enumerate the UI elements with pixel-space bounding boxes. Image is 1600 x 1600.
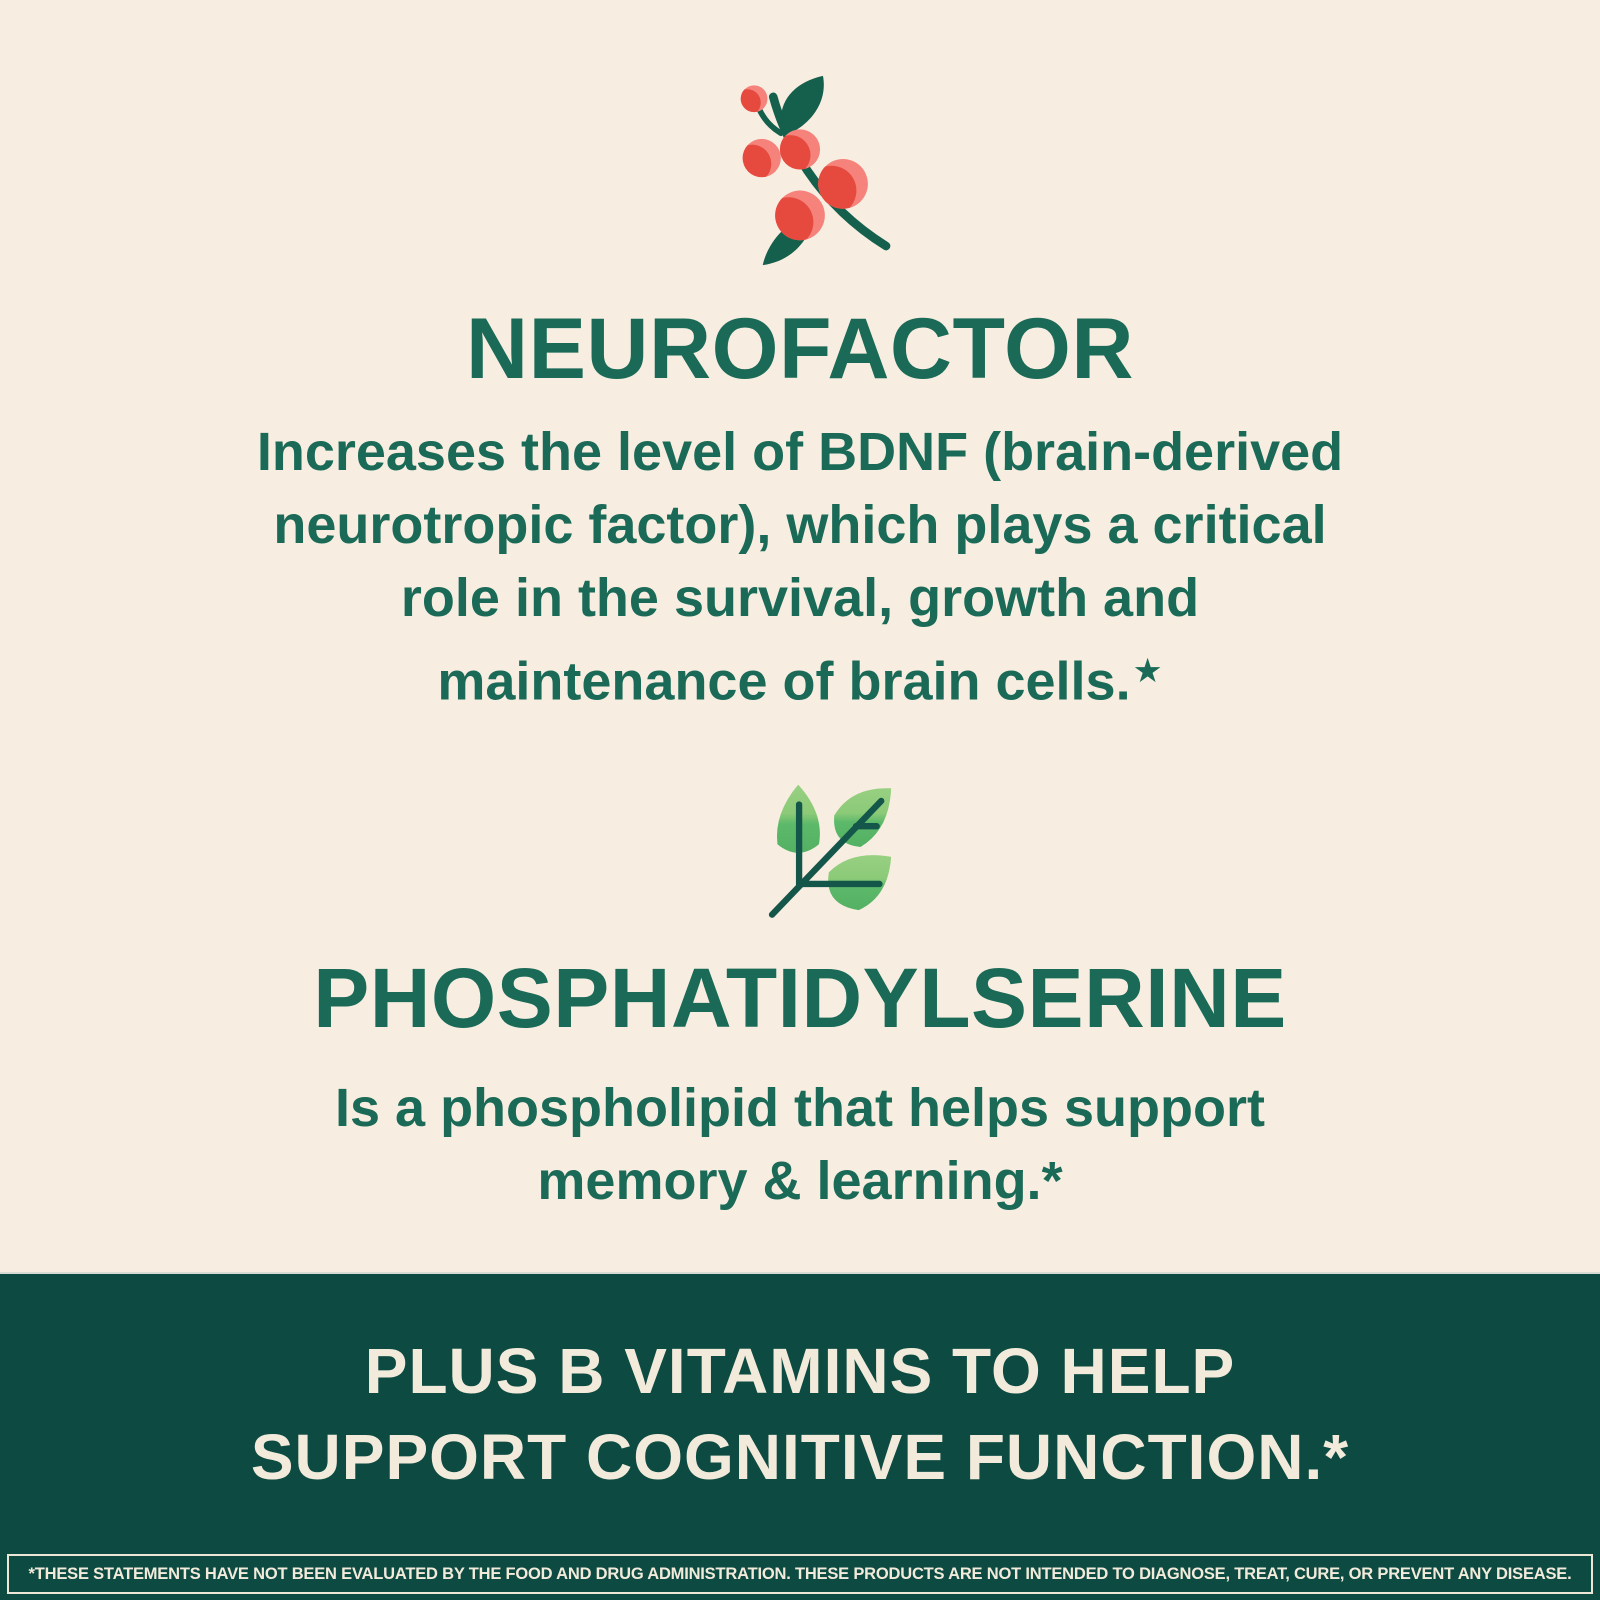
fda-disclaimer-box (7, 1554, 1593, 1594)
text-line: Increases the level of BDNF (brain-derived (256, 422, 1344, 482)
berry (733, 139, 781, 183)
leaf-sprig-icon (693, 754, 907, 930)
text-line: memory & learning.* (537, 1151, 1063, 1212)
banner-line: SUPPORT COGNITIVE FUNCTION.* (250, 1421, 1350, 1493)
neurofactor-description (0, 416, 1600, 718)
text-line: role in the survival, growth and (400, 568, 1200, 628)
berry (764, 191, 825, 247)
text-line (0, 635, 1600, 718)
text-line-part: maintenance of brain cells. (437, 651, 1131, 712)
banner-headline (0, 1274, 1600, 1500)
phosphatidylserine-description (0, 1072, 1600, 1218)
phosphatidylserine-title: PHOSPHATIDYLSERINE (313, 951, 1287, 1046)
footnote-star-icon: ★ (1132, 653, 1163, 690)
text-line: neurotropic factor), which plays a critical (273, 495, 1327, 555)
bottom-banner (0, 1272, 1600, 1600)
coffee-berry-branch-icon (704, 72, 896, 268)
banner-line: PLUS B VITAMINS TO HELP (364, 1335, 1236, 1407)
fda-disclaimer-text: *THESE STATEMENTS HAVE NOT BEEN EVALUATED BY THE FOOD AND DRUG ADMINISTRATION. THESE PRODUCTS ARE NOT INTENDED TO DIAGNOSE, TREAT, CURE, OR PREVENT ANY DISEASE. (28, 1565, 1572, 1583)
text-line: Is a phospholipid that helps support (335, 1078, 1265, 1139)
neurofactor-title: NEUROFACTOR (465, 301, 1135, 397)
